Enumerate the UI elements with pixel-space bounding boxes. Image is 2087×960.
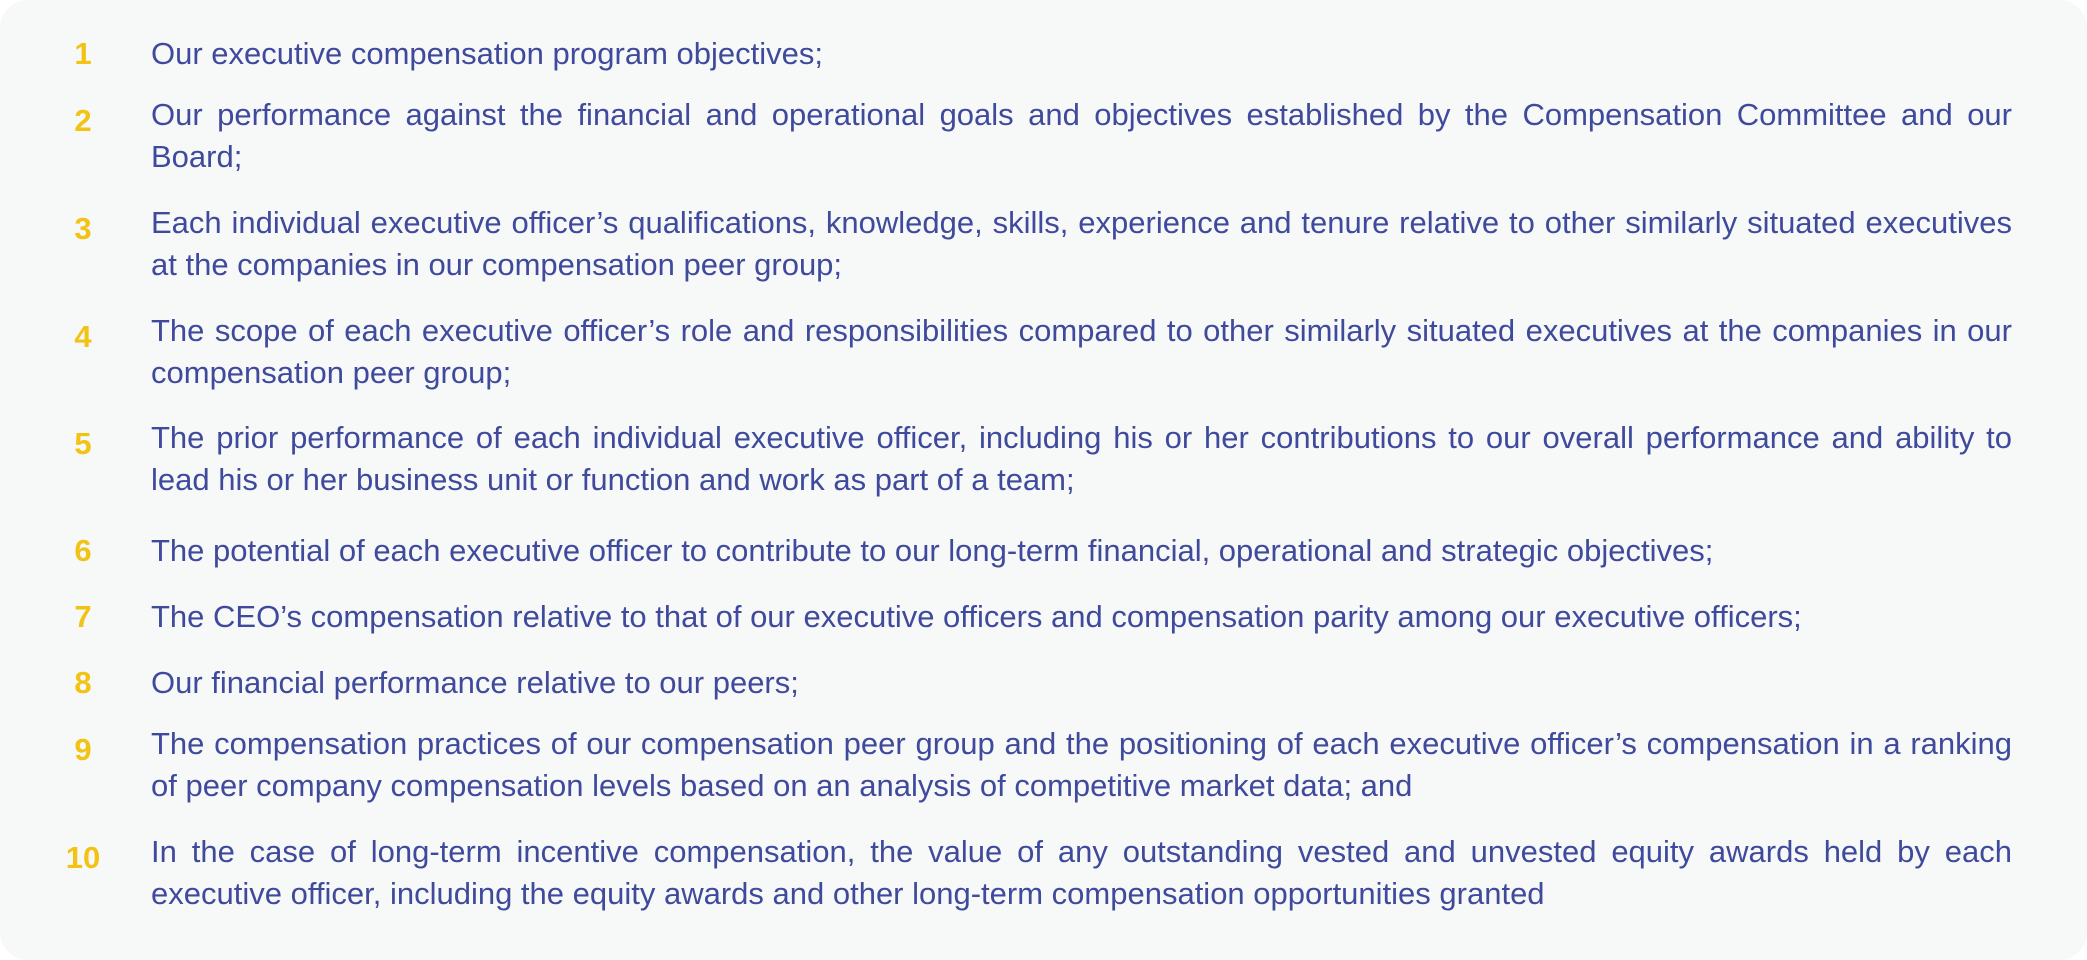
item-text: Our financial performance relative to our peers; xyxy=(151,665,799,700)
item-number: 7 xyxy=(74,599,92,634)
item-text: Each individual executive officer’s qualifications, knowledge, skills, experience and tenure relative to other similarly situated executives at the companies in our compensation peer group; xyxy=(151,205,2012,282)
item-number: 2 xyxy=(74,103,92,138)
item-number: 4 xyxy=(74,319,92,354)
item-number: 1 xyxy=(74,36,92,71)
item-number: 3 xyxy=(74,211,92,246)
item-text: Our executive compensation program objectives; xyxy=(151,36,823,71)
item-text: The CEO’s compensation relative to that of our executive officers and compensation parity among our executive officers; xyxy=(151,599,1802,634)
item-number: 8 xyxy=(74,665,92,700)
item-number: 5 xyxy=(74,426,92,461)
item-number: 10 xyxy=(65,840,101,875)
item-number: 9 xyxy=(74,732,92,767)
item-text: Our performance against the financial and operational goals and objectives established by the Compensation Committee and our Board; xyxy=(151,97,2012,174)
item-number: 6 xyxy=(74,533,92,568)
item-text: The prior performance of each individual executive officer, including his or her contributions to our overall performance and ability to lead his or her business unit or function and work as part of a team; xyxy=(151,420,2012,497)
item-text: The compensation practices of our compensation peer group and the positioning of each executive officer’s compensation in a ranking of peer company compensation levels based on an analysis of competitive market data; and xyxy=(151,726,2012,803)
item-text: The scope of each executive officer’s role and responsibilities compared to other similarly situated executives at the companies in our compensation peer group; xyxy=(151,313,2012,390)
item-text: The potential of each executive officer to contribute to our long-term financial, operational and strategic objectives; xyxy=(151,533,1714,568)
item-text: In the case of long-term incentive compensation, the value of any outstanding vested and unvested equity awards held by each executive officer, including the equity awards and other long-term compensation opportunities granted xyxy=(151,834,2012,911)
